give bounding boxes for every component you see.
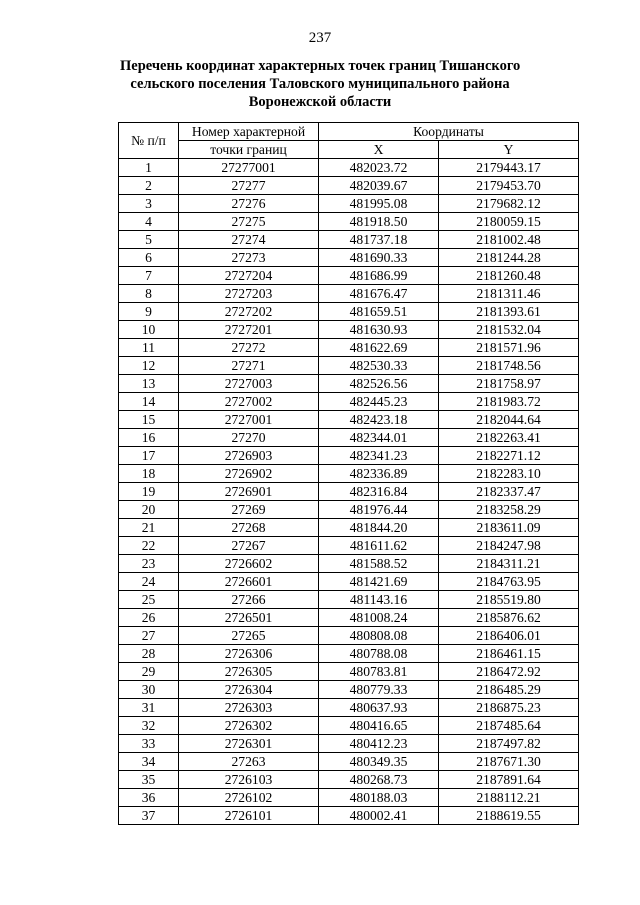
header-coordinates: Координаты bbox=[319, 123, 579, 141]
cell-number: 21 bbox=[119, 519, 179, 537]
cell-x: 481976.44 bbox=[319, 501, 439, 519]
cell-number: 18 bbox=[119, 465, 179, 483]
cell-point-id: 27265 bbox=[179, 627, 319, 645]
cell-x: 481676.47 bbox=[319, 285, 439, 303]
table-row bbox=[119, 303, 579, 321]
cell-y: 2185519.80 bbox=[439, 591, 579, 609]
cell-point-id: 27277001 bbox=[179, 159, 319, 177]
table-row bbox=[119, 645, 579, 663]
cell-point-id: 2726304 bbox=[179, 681, 319, 699]
table-row bbox=[119, 483, 579, 501]
cell-x: 481659.51 bbox=[319, 303, 439, 321]
cell-x: 480416.65 bbox=[319, 717, 439, 735]
cell-point-id: 27270 bbox=[179, 429, 319, 447]
cell-y: 2186406.01 bbox=[439, 627, 579, 645]
cell-number: 17 bbox=[119, 447, 179, 465]
cell-point-id: 2727204 bbox=[179, 267, 319, 285]
cell-number: 23 bbox=[119, 555, 179, 573]
cell-number: 4 bbox=[119, 213, 179, 231]
table-row bbox=[119, 213, 579, 231]
cell-point-id: 2727201 bbox=[179, 321, 319, 339]
table-row bbox=[119, 681, 579, 699]
cell-point-id: 2726902 bbox=[179, 465, 319, 483]
cell-y: 2181758.97 bbox=[439, 375, 579, 393]
cell-point-id: 2727003 bbox=[179, 375, 319, 393]
header-y: Y bbox=[439, 141, 579, 159]
table-subheader-row bbox=[119, 141, 579, 159]
cell-x: 482341.23 bbox=[319, 447, 439, 465]
cell-point-id: 2726901 bbox=[179, 483, 319, 501]
cell-y: 2181393.61 bbox=[439, 303, 579, 321]
table-row bbox=[119, 393, 579, 411]
cell-y: 2186461.15 bbox=[439, 645, 579, 663]
cell-number: 12 bbox=[119, 357, 179, 375]
cell-y: 2186485.29 bbox=[439, 681, 579, 699]
cell-number: 32 bbox=[119, 717, 179, 735]
cell-number: 15 bbox=[119, 411, 179, 429]
cell-number: 34 bbox=[119, 753, 179, 771]
table-body bbox=[119, 159, 579, 825]
cell-y: 2181571.96 bbox=[439, 339, 579, 357]
table-row bbox=[119, 573, 579, 591]
cell-x: 482445.23 bbox=[319, 393, 439, 411]
cell-x: 481611.62 bbox=[319, 537, 439, 555]
cell-number: 30 bbox=[119, 681, 179, 699]
cell-x: 482316.84 bbox=[319, 483, 439, 501]
cell-number: 13 bbox=[119, 375, 179, 393]
title-line-1: Перечень координат характерных точек границ Тишанского bbox=[120, 58, 521, 74]
cell-y: 2181532.04 bbox=[439, 321, 579, 339]
cell-y: 2183611.09 bbox=[439, 519, 579, 537]
cell-point-id: 2726301 bbox=[179, 735, 319, 753]
header-point-line1: Номер характерной bbox=[179, 123, 319, 141]
document-title bbox=[120, 57, 520, 111]
table-row bbox=[119, 753, 579, 771]
cell-x: 481421.69 bbox=[319, 573, 439, 591]
cell-y: 2182263.41 bbox=[439, 429, 579, 447]
table-row bbox=[119, 429, 579, 447]
cell-number: 36 bbox=[119, 789, 179, 807]
table-row bbox=[119, 465, 579, 483]
cell-point-id: 27268 bbox=[179, 519, 319, 537]
cell-x: 480002.41 bbox=[319, 807, 439, 825]
table-row bbox=[119, 411, 579, 429]
cell-x: 480808.08 bbox=[319, 627, 439, 645]
header-x: X bbox=[319, 141, 439, 159]
cell-x: 481588.52 bbox=[319, 555, 439, 573]
cell-x: 482023.72 bbox=[319, 159, 439, 177]
cell-point-id: 27269 bbox=[179, 501, 319, 519]
cell-y: 2181002.48 bbox=[439, 231, 579, 249]
table-row bbox=[119, 591, 579, 609]
cell-number: 35 bbox=[119, 771, 179, 789]
cell-number: 37 bbox=[119, 807, 179, 825]
cell-point-id: 27267 bbox=[179, 537, 319, 555]
cell-y: 2182271.12 bbox=[439, 447, 579, 465]
cell-number: 26 bbox=[119, 609, 179, 627]
cell-y: 2184763.95 bbox=[439, 573, 579, 591]
cell-y: 2182337.47 bbox=[439, 483, 579, 501]
cell-number: 22 bbox=[119, 537, 179, 555]
table-row bbox=[119, 627, 579, 645]
table-row bbox=[119, 735, 579, 753]
cell-number: 8 bbox=[119, 285, 179, 303]
cell-number: 25 bbox=[119, 591, 179, 609]
cell-point-id: 27271 bbox=[179, 357, 319, 375]
table-row bbox=[119, 771, 579, 789]
cell-x: 481995.08 bbox=[319, 195, 439, 213]
table-row bbox=[119, 717, 579, 735]
cell-point-id: 2727002 bbox=[179, 393, 319, 411]
cell-point-id: 2727202 bbox=[179, 303, 319, 321]
table-row bbox=[119, 519, 579, 537]
cell-point-id: 2726303 bbox=[179, 699, 319, 717]
cell-y: 2179443.17 bbox=[439, 159, 579, 177]
cell-y: 2188112.21 bbox=[439, 789, 579, 807]
cell-number: 31 bbox=[119, 699, 179, 717]
cell-x: 482526.56 bbox=[319, 375, 439, 393]
title-line-3: Воронежской области bbox=[248, 94, 392, 110]
cell-y: 2187485.64 bbox=[439, 717, 579, 735]
header-point-line2: точки границ bbox=[179, 141, 319, 159]
table-row bbox=[119, 537, 579, 555]
cell-x: 482039.67 bbox=[319, 177, 439, 195]
cell-x: 481143.16 bbox=[319, 591, 439, 609]
cell-point-id: 27274 bbox=[179, 231, 319, 249]
table-row bbox=[119, 609, 579, 627]
cell-number: 1 bbox=[119, 159, 179, 177]
cell-x: 481686.99 bbox=[319, 267, 439, 285]
cell-point-id: 27263 bbox=[179, 753, 319, 771]
cell-x: 480412.23 bbox=[319, 735, 439, 753]
cell-x: 480783.81 bbox=[319, 663, 439, 681]
cell-x: 481630.93 bbox=[319, 321, 439, 339]
cell-x: 482344.01 bbox=[319, 429, 439, 447]
cell-y: 2181983.72 bbox=[439, 393, 579, 411]
cell-number: 20 bbox=[119, 501, 179, 519]
cell-point-id: 27272 bbox=[179, 339, 319, 357]
table-row bbox=[119, 159, 579, 177]
cell-number: 9 bbox=[119, 303, 179, 321]
cell-point-id: 27266 bbox=[179, 591, 319, 609]
cell-y: 2179682.12 bbox=[439, 195, 579, 213]
cell-x: 480188.03 bbox=[319, 789, 439, 807]
cell-x: 480349.35 bbox=[319, 753, 439, 771]
cell-y: 2187891.64 bbox=[439, 771, 579, 789]
cell-point-id: 2726102 bbox=[179, 789, 319, 807]
cell-x: 480779.33 bbox=[319, 681, 439, 699]
cell-y: 2181260.48 bbox=[439, 267, 579, 285]
table-row bbox=[119, 267, 579, 285]
cell-point-id: 2727203 bbox=[179, 285, 319, 303]
cell-x: 481008.24 bbox=[319, 609, 439, 627]
cell-y: 2179453.70 bbox=[439, 177, 579, 195]
cell-number: 33 bbox=[119, 735, 179, 753]
cell-point-id: 27273 bbox=[179, 249, 319, 267]
cell-number: 2 bbox=[119, 177, 179, 195]
cell-point-id: 2726306 bbox=[179, 645, 319, 663]
cell-point-id: 2726103 bbox=[179, 771, 319, 789]
cell-number: 19 bbox=[119, 483, 179, 501]
cell-point-id: 2726602 bbox=[179, 555, 319, 573]
table-row bbox=[119, 357, 579, 375]
cell-y: 2182283.10 bbox=[439, 465, 579, 483]
cell-y: 2184311.21 bbox=[439, 555, 579, 573]
cell-x: 480788.08 bbox=[319, 645, 439, 663]
cell-y: 2180059.15 bbox=[439, 213, 579, 231]
cell-number: 7 bbox=[119, 267, 179, 285]
table-row bbox=[119, 285, 579, 303]
table-row bbox=[119, 789, 579, 807]
cell-number: 10 bbox=[119, 321, 179, 339]
cell-number: 11 bbox=[119, 339, 179, 357]
cell-point-id: 2727001 bbox=[179, 411, 319, 429]
cell-number: 14 bbox=[119, 393, 179, 411]
cell-number: 29 bbox=[119, 663, 179, 681]
cell-point-id: 2726305 bbox=[179, 663, 319, 681]
table-header-row bbox=[119, 123, 579, 141]
title-line-2: сельского поселения Таловского муниципального района bbox=[130, 76, 510, 92]
table-row bbox=[119, 447, 579, 465]
table-row bbox=[119, 663, 579, 681]
cell-y: 2187497.82 bbox=[439, 735, 579, 753]
cell-point-id: 2726302 bbox=[179, 717, 319, 735]
cell-number: 28 bbox=[119, 645, 179, 663]
cell-y: 2182044.64 bbox=[439, 411, 579, 429]
cell-x: 482530.33 bbox=[319, 357, 439, 375]
cell-point-id: 2726601 bbox=[179, 573, 319, 591]
table-row bbox=[119, 231, 579, 249]
table-row bbox=[119, 807, 579, 825]
cell-y: 2186472.92 bbox=[439, 663, 579, 681]
cell-number: 16 bbox=[119, 429, 179, 447]
cell-number: 5 bbox=[119, 231, 179, 249]
cell-x: 480637.93 bbox=[319, 699, 439, 717]
cell-y: 2183258.29 bbox=[439, 501, 579, 519]
cell-point-id: 27276 bbox=[179, 195, 319, 213]
cell-number: 24 bbox=[119, 573, 179, 591]
cell-y: 2181748.56 bbox=[439, 357, 579, 375]
table-row bbox=[119, 699, 579, 717]
cell-point-id: 2726903 bbox=[179, 447, 319, 465]
table-row bbox=[119, 195, 579, 213]
cell-number: 6 bbox=[119, 249, 179, 267]
cell-x: 481622.69 bbox=[319, 339, 439, 357]
cell-number: 27 bbox=[119, 627, 179, 645]
cell-y: 2184247.98 bbox=[439, 537, 579, 555]
cell-x: 481844.20 bbox=[319, 519, 439, 537]
cell-x: 482336.89 bbox=[319, 465, 439, 483]
cell-point-id: 27277 bbox=[179, 177, 319, 195]
table-row bbox=[119, 339, 579, 357]
cell-y: 2187671.30 bbox=[439, 753, 579, 771]
table-row bbox=[119, 249, 579, 267]
cell-x: 482423.18 bbox=[319, 411, 439, 429]
cell-number: 3 bbox=[119, 195, 179, 213]
cell-y: 2186875.23 bbox=[439, 699, 579, 717]
cell-x: 481737.18 bbox=[319, 231, 439, 249]
page-number: 237 bbox=[308, 30, 332, 46]
cell-y: 2188619.55 bbox=[439, 807, 579, 825]
table-row bbox=[119, 555, 579, 573]
cell-y: 2181311.46 bbox=[439, 285, 579, 303]
table-row bbox=[119, 321, 579, 339]
cell-y: 2181244.28 bbox=[439, 249, 579, 267]
coordinates-table bbox=[118, 122, 579, 825]
cell-x: 480268.73 bbox=[319, 771, 439, 789]
table-row bbox=[119, 501, 579, 519]
table-row bbox=[119, 177, 579, 195]
table-row bbox=[119, 375, 579, 393]
cell-point-id: 2726501 bbox=[179, 609, 319, 627]
cell-x: 481690.33 bbox=[319, 249, 439, 267]
header-number: № п/п bbox=[119, 123, 179, 159]
cell-point-id: 27275 bbox=[179, 213, 319, 231]
cell-y: 2185876.62 bbox=[439, 609, 579, 627]
cell-x: 481918.50 bbox=[319, 213, 439, 231]
cell-point-id: 2726101 bbox=[179, 807, 319, 825]
